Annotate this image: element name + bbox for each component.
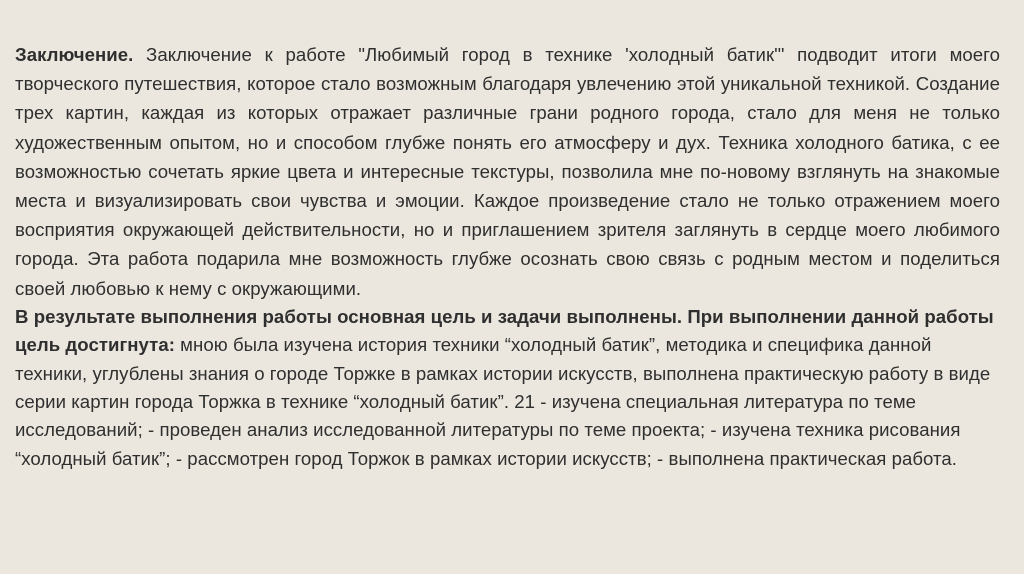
conclusion-heading: Заключение. xyxy=(15,44,134,65)
results-heading: В результате выполнения работы основная цель и задачи выполнены. При выполнении данной работы цель достигнута: xyxy=(15,305,994,356)
conclusion-paragraph xyxy=(15,40,1000,303)
results-text: мною была изучена история техники “холодный батик”, методика и специфика данной техники, углублены знания о городе Торжке в рамках истории искусств, выполнена практическую работу в виде серии картин города Торжка в технике “холодный батик”. 21 - изучена специальная литература по теме исследований; - проведен анализ исследованной литературы по теме проекта; - изучена техника рисования “холодный батик”; - рассмотрен город Торжок в рамках истории искусств; - выполнена практическая работа. xyxy=(15,334,991,469)
slide-content xyxy=(15,40,1000,473)
conclusion-text: Заключение к работе "Любимый город в технике 'холодный батик'" подводит итоги моего творческого путешествия, которое стало возможным благодаря увлечению этой уникальной техникой. Создание трех картин, каждая из которых отражает различные грани родного города, стало для меня не только художественным опытом, но и способом глубже понять его атмосферу и дух. Техника холодного батика, с ее возможностью сочетать яркие цвета и интересные текстуры, позволила мне по-новому взглянуть на знакомые места и визуализировать свои чувства и эмоции. Каждое произведение стало не только отражением моего восприятия окружающей действительности, но и приглашением зрителя заглянуть в сердце моего любимого города. Эта работа подарила мне возможность глубже осознать свою связь с родным местом и поделиться своей любовью к нему с окружающими. xyxy=(15,44,1000,299)
results-paragraph xyxy=(15,303,1000,473)
